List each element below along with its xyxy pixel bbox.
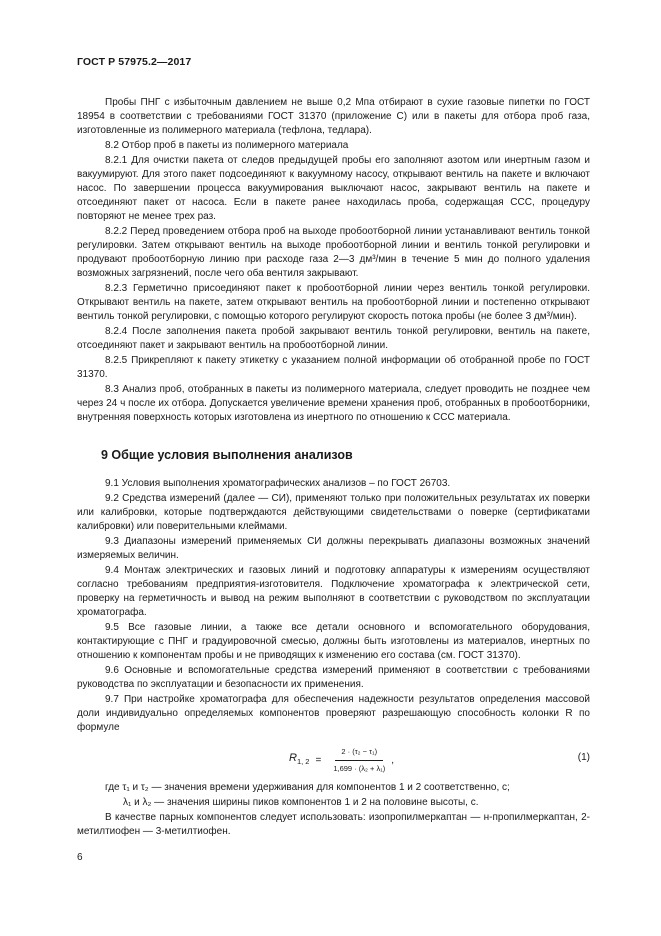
- where-line-tau: где τ₁ и τ₂ — значения времени удерживания для компонентов 1 и 2 соответственно, с;: [105, 782, 510, 793]
- formula-denominator: 1,699 · (λ₂ + λ₁): [333, 764, 386, 773]
- formula-number: (1): [577, 752, 590, 763]
- formula-equals: =: [315, 754, 322, 766]
- section-heading-9: 9 Общие условия выполнения анализов: [101, 448, 353, 462]
- document-header: ГОСТ Р 57975.2—2017: [77, 56, 192, 68]
- formula-lhs: [289, 751, 309, 769]
- paragraph-9-7: 9.7 При настройке хроматографа для обеспечения надежности результатов определения массовой доли индивидуально определяемых компонентов проверяют разрешающую способность колонки R по формуле: [77, 694, 590, 733]
- paragraph-8-2-5: 8.2.5 Прикрепляют к пакету этикетку с указанием полной информации об отобранной пробе по ГОСТ 31370.: [77, 355, 590, 380]
- formula-lhs-symbol: R: [289, 752, 297, 765]
- page-content: [77, 96, 590, 840]
- formula-trailing-comma: ,: [391, 754, 395, 766]
- paragraph-9-6: 9.6 Основные и вспомогательные средства измерений применяют в соответствии с требованиями руководства по эксплуатации и безопасности их применения.: [77, 665, 590, 690]
- paragraph-9-5: 9.5 Все газовые линии, а также все детали основного и вспомогательного оборудования, контактирующие с ПНГ и градуировочной смесью, должны быть изготовлены из материалов, инертных по отношению к компонентам пробы и не приводящих к изменению его состава (см. ГОСТ 31370).: [77, 622, 590, 661]
- paragraph-pairs: В качестве парных компонентов следует использовать: изопропилмеркаптан — н-пропилмеркаптан, 2-метилтиофен — 3-метилтиофен.: [77, 812, 590, 837]
- paragraph-9-4: 9.4 Монтаж электрических и газовых линий и подготовку аппаратуры к измерениям осуществляют согласно требованиям предприятия-изготовителя. Подключение хроматографа к электрической сети, проверку на герметичность и вывод на режим выполняют в соответствии с руководством по эксплуатации хроматографа.: [77, 565, 590, 618]
- paragraph-8-2-3: 8.2.3 Герметично присоединяют пакет к пробоотборной линии через вентиль тонкой регулировки. Открывают вентиль на пакете, затем открывают вентиль на пробоотборной линии и постепенно открывают вентиль тонкой регулировки, с помощью которого регулируют скорость потока пробы (не более 3 дм³/мин).: [77, 283, 590, 322]
- paragraph-8-2: 8.2 Отбор проб в пакеты из полимерного материала: [105, 140, 349, 151]
- formula-1: [77, 743, 590, 777]
- where-line-lambda: λ₁ и λ₂ — значения ширины пиков компонентов 1 и 2 на половине высоты, с.: [123, 797, 479, 808]
- paragraph-9-2: 9.2 Средства измерений (далее — СИ), применяют только при положительных результатах их поверки или калибровки, которые подтверждаются действующими свидетельствами о поверке (сертификатами калибровки) или поверительными клеймами.: [77, 493, 590, 532]
- paragraph-8-2-1: 8.2.1 Для очистки пакета от следов предыдущей пробы его заполняют азотом или инертным газом и вакуумируют. Для этого пакет подсоединяют к вакуумному насосу, открывают вентиль на пакете и включают насос. По завершении процесса вакуумирования выключают насос, закрывают вентиль на пакете и отсоединяют пакет от насоса. Если в пакете ранее находилась проба, содержащая ССС, процедуру повторяют не менее трех раз.: [77, 155, 590, 222]
- page-number: 6: [77, 852, 83, 863]
- paragraph-9-1: 9.1 Условия выполнения хроматографических анализов – по ГОСТ 26703.: [105, 478, 451, 489]
- formula-lhs-subscript: 1, 2: [296, 757, 310, 767]
- formula-fraction: [327, 745, 391, 776]
- paragraph-8-2-2: 8.2.2 Перед проведением отбора проб на выходе пробоотборной линии устанавливают вентиль тонкой регулировки. Затем открывают вентиль на выходе пробоотборной линии и вентиль тонкой регулировки и продувают пробоотборную линию при расходе газа 2—3 дм³/мин в течение 5 мин до полного удаления возможных загрязнений, после чего оба вентиля закрывают.: [77, 226, 590, 279]
- formula-expression: [289, 745, 394, 776]
- paragraph-9-3: 9.3 Диапазоны измерений применяемых СИ должны перекрывать диапазоны возможных значений измеряемых величин.: [77, 536, 590, 561]
- paragraph-8-2-4: 8.2.4 После заполнения пакета пробой закрывают вентиль тонкой регулировки, вентиль на пакете, отсоединяют пакет и закрывают вентиль на пробоотборной линии.: [77, 326, 590, 351]
- paragraph-8-3: 8.3 Анализ проб, отобранных в пакеты из полимерного материала, следует проводить не позднее чем через 24 ч после их отбора. Допускается увеличение времени хранения проб, отобранных в пробоотборники, внутренняя поверхность которых изготовлена из инертного по отношению к ССС материала.: [77, 384, 590, 423]
- formula-numerator: 2 · (τ₂ − τ₁): [335, 745, 383, 761]
- paragraph-intro: Пробы ПНГ с избыточным давлением не выше 0,2 Мпа отбирают в сухие газовые пипетки по ГОСТ 18954 в соответствии с требованиями ГОСТ 31370 (приложение С) или в пакеты для отбора проб газа, изготовленные из полимерного материала (тефлона, тедлара).: [77, 97, 590, 136]
